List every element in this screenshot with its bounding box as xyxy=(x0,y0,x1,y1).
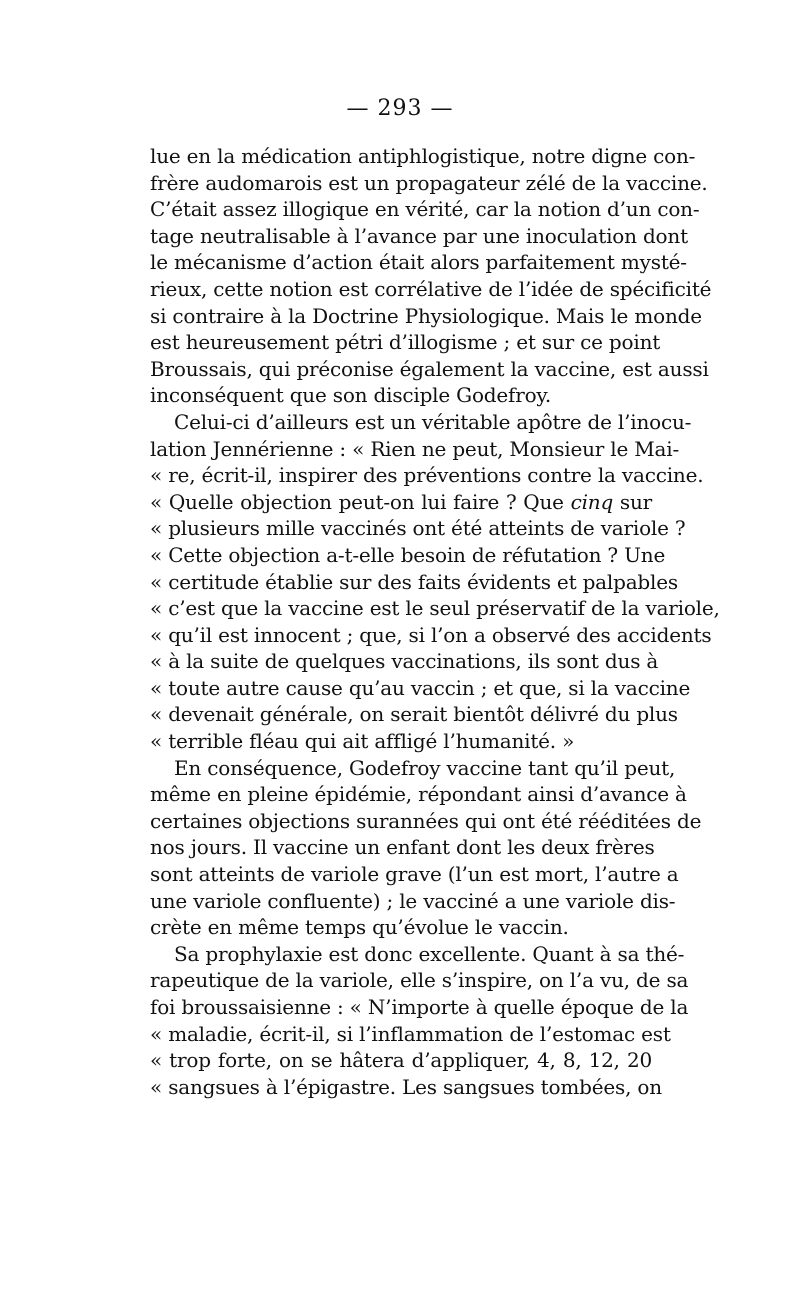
text-line: nos jours. Il vaccine un enfant dont les deux frères xyxy=(150,835,655,860)
text-line: « sangsues à l’épigastre. Les sangsues tombées, on xyxy=(150,1074,662,1099)
text-line: « maladie, écrit-il, si l’inflammation de l’estomac est xyxy=(150,1021,671,1046)
text-line: Celui-ci d’ailleurs est un véritable apôtre de l’inocu- xyxy=(174,409,692,434)
text-line: « qu’il est innocent ; que, si l’on a observé des accidents xyxy=(150,622,712,647)
text-line: « re, écrit-il, inspirer des préventions contre la vaccine. xyxy=(150,463,704,488)
quote-line-end: sur xyxy=(619,489,652,514)
text-line: « devenait générale, on serait bientôt délivré du plus xyxy=(150,702,678,727)
text-line: « terrible fléau qui ait affligé l’humanité. » xyxy=(150,729,575,754)
text-line: si contraire à la Doctrine Physiologique. Mais le monde xyxy=(150,303,702,328)
text-line: Broussais, qui préconise également la vaccine, est aussi xyxy=(150,356,709,381)
emphasized-word: cinq xyxy=(570,489,614,514)
quote-line-start: « Quelle objection peut-on lui faire ? Que xyxy=(150,489,564,514)
text-line: rapeutique de la variole, elle s’inspire, on l’a vu, de sa xyxy=(150,968,689,993)
text-line: Sa prophylaxie est donc excellente. Quant à sa thé- xyxy=(174,941,685,966)
text-line: lation Jennérienne : « Rien ne peut, Monsieur le Mai- xyxy=(150,436,680,461)
text-line: sont atteints de variole grave (l’un est mort, l’autre a xyxy=(150,862,679,887)
text-line: « certitude établie sur des faits évidents et palpables xyxy=(150,569,678,594)
text-line: « trop forte, on se hâtera d’appliquer, 4, 8, 12, 20 xyxy=(150,1048,652,1073)
text-line: le mécanisme d’action était alors parfaitement mysté- xyxy=(150,250,687,275)
text-line: C’était assez illogique en vérité, car la notion d’un con- xyxy=(150,197,700,222)
text-line: frère audomarois est un propagateur zélé de la vaccine. xyxy=(150,170,708,195)
text-line: est heureusement pétri d’illogisme ; et sur ce point xyxy=(150,330,661,355)
text-line: « plusieurs mille vaccinés ont été atteints de variole ? xyxy=(150,516,686,541)
text-line: « à la suite de quelques vaccinations, ils sont dus à xyxy=(150,649,659,674)
text-line: « c’est que la vaccine est le seul préservatif de la variole, xyxy=(150,596,720,621)
text-line-with-emphasis xyxy=(150,489,652,516)
page-number: — 293 — xyxy=(346,96,454,121)
text-line: même en pleine épidémie, répondant ainsi d’avance à xyxy=(150,782,687,807)
text-line: tage neutralisable à l’avance par une inoculation dont xyxy=(150,223,688,248)
text-line: une variole confluente) ; le vacciné a une variole dis- xyxy=(150,888,676,913)
text-line: crète en même temps qu’évolue le vaccin. xyxy=(150,915,569,940)
body-text xyxy=(150,143,720,1100)
text-line: lue en la médication antiphlogistique, notre digne con- xyxy=(150,144,696,168)
text-line: En conséquence, Godefroy vaccine tant qu’il peut, xyxy=(174,755,676,780)
text-line: rieux, cette notion est corrélative de l’idée de spécificité xyxy=(150,276,712,301)
text-line: « toute autre cause qu’au vaccin ; et que, si la vaccine xyxy=(150,675,691,700)
text-line: certaines objections surannées qui ont été rééditées de xyxy=(150,808,702,833)
text-line: foi broussaisienne : « N’importe à quelle époque de la xyxy=(150,995,689,1019)
text-line: « Cette objection a-t-elle besoin de réfutation ? Une xyxy=(150,542,666,567)
text-line: inconséquent que son disciple Godefroy. xyxy=(150,383,552,408)
